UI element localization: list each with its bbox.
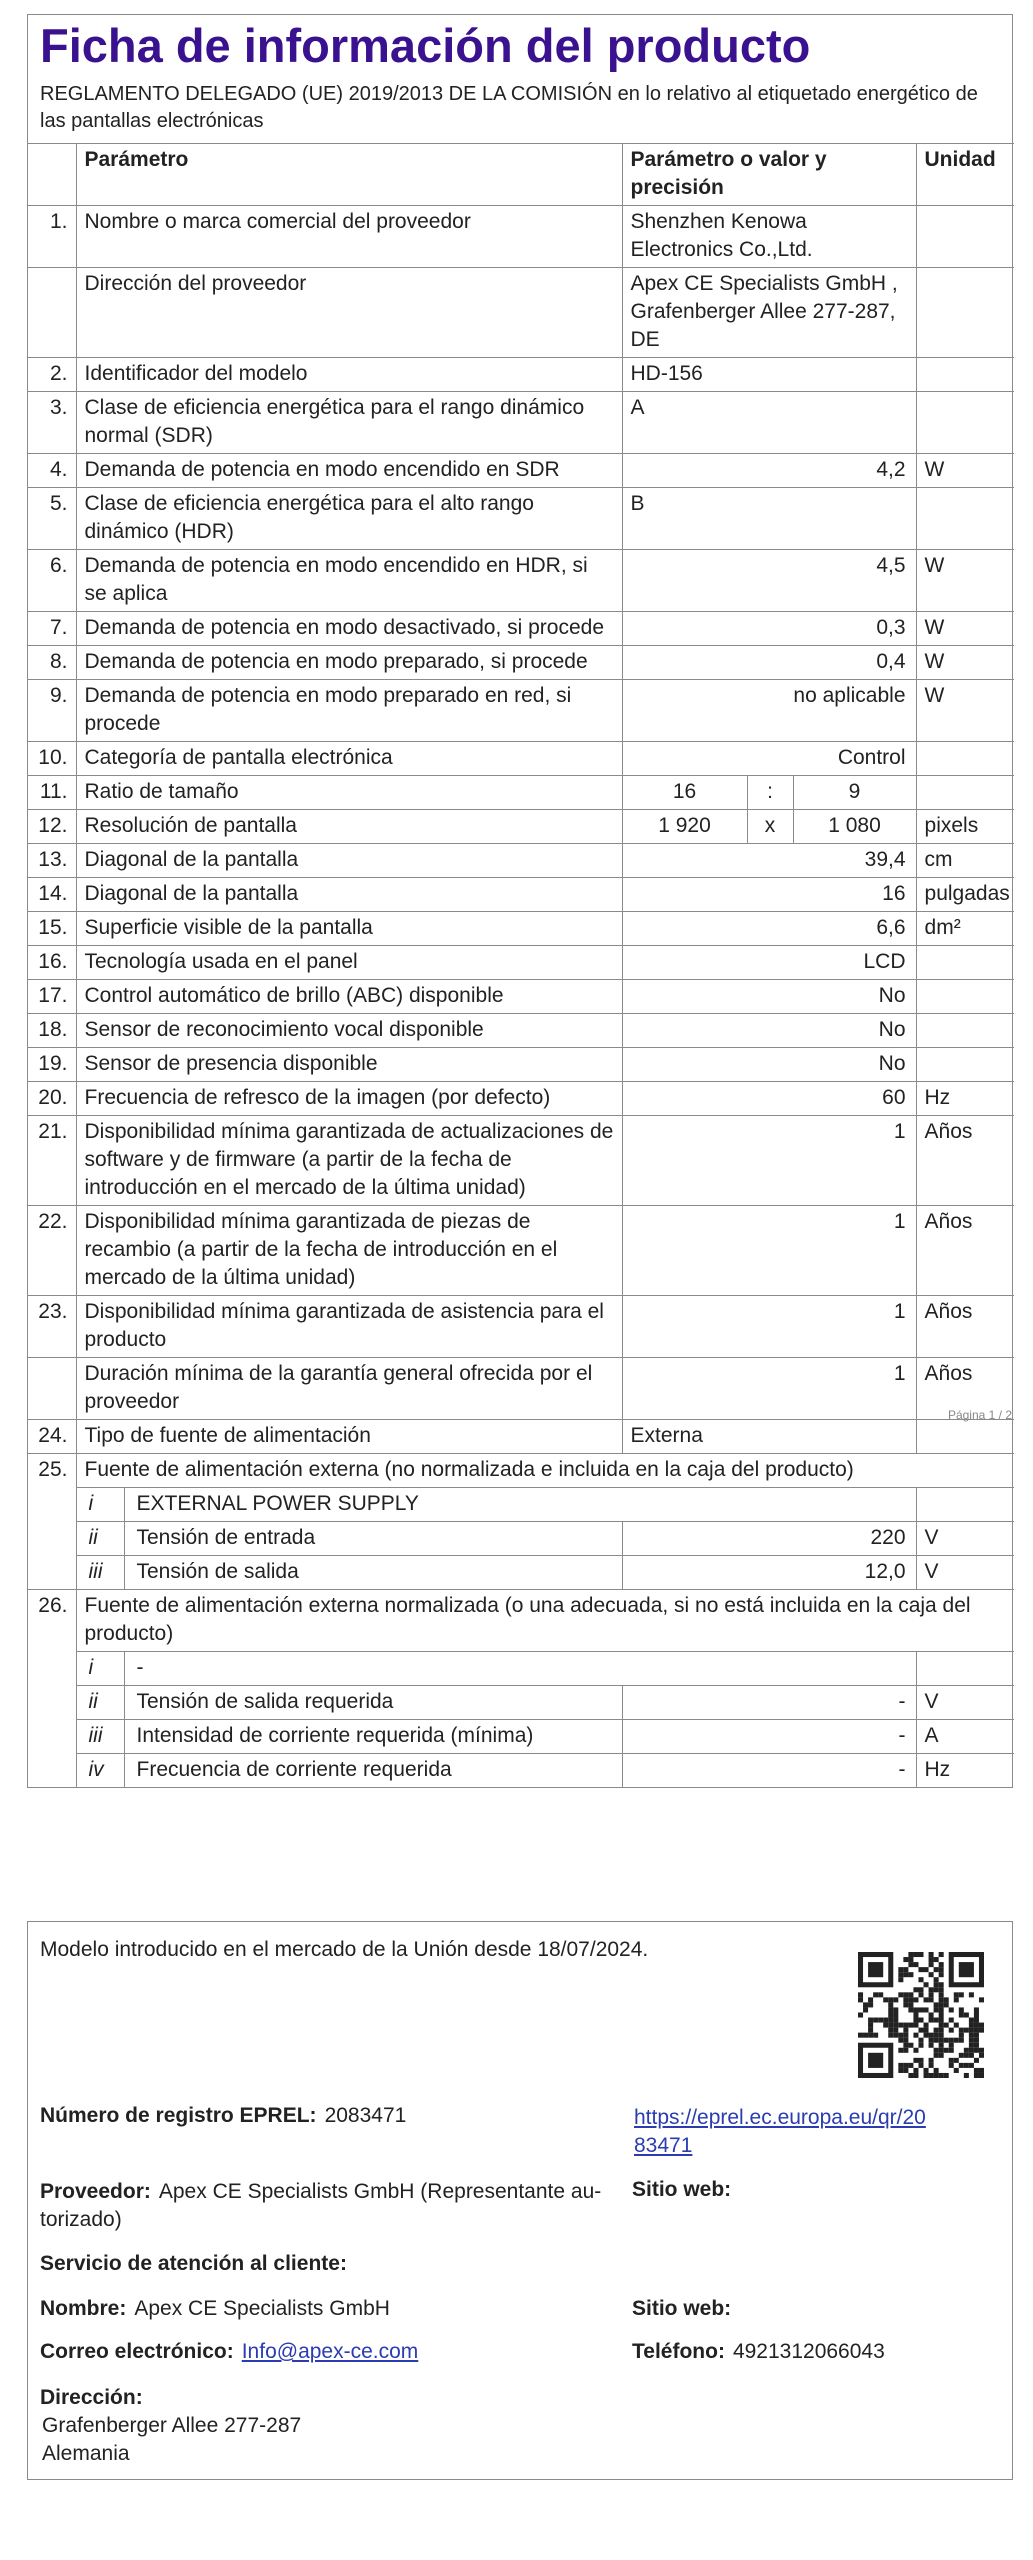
contact-email-link[interactable]: Info@apex-ce.com: [241, 2340, 419, 2363]
contact-website-label: Sitio web:: [632, 2297, 732, 2320]
psu-item-unit: [916, 1488, 1014, 1522]
table-row: [28, 1296, 1014, 1358]
row-parameter: Sensor de presencia disponible: [76, 1048, 622, 1082]
table-row: [28, 980, 1014, 1014]
row-value: 0,4: [622, 646, 916, 680]
psu-item-index: iv: [77, 1754, 125, 1787]
psu-item-value: -: [622, 1720, 916, 1754]
table-row: [28, 454, 1014, 488]
psu-item-unit: V: [916, 1686, 1014, 1720]
psu-item-unit: V: [916, 1522, 1014, 1556]
eprel-label: Número de registro EPREL:: [40, 2104, 317, 2127]
table-row: [28, 810, 1014, 844]
row-number: 20.: [28, 1082, 76, 1116]
row-unit: W: [916, 454, 1014, 488]
row-value: A: [622, 392, 916, 454]
row-value: 0,3: [622, 612, 916, 646]
psu-item-row: [28, 1686, 1014, 1720]
eprel-value: 2083471: [324, 2104, 407, 2127]
psu25-title: Fuente de alimentación externa (no normalizada e incluida en la caja del producto): [76, 1454, 1014, 1488]
table-row: [28, 1048, 1014, 1082]
header-num: [28, 144, 76, 206]
row-number: 14.: [28, 878, 76, 912]
psu26-title-row: [28, 1590, 1014, 1652]
row-value: Control: [622, 742, 916, 776]
row-number: 3.: [28, 392, 76, 454]
table-row: [28, 392, 1014, 454]
row-parameter: Dirección del proveedor: [76, 268, 622, 358]
row-value: Externa: [622, 1420, 916, 1454]
psu-item-row: [28, 1720, 1014, 1754]
psu-item-value: 220: [622, 1522, 916, 1556]
contact-phone: [632, 2340, 885, 2364]
row-parameter: Demanda de potencia en modo encendido en SDR: [76, 454, 622, 488]
eprel-link-line2[interactable]: 83471: [634, 2134, 693, 2157]
row-number: 5.: [28, 488, 76, 550]
regulation-subtitle: REGLAMENTO DELEGADO (UE) 2019/2013 DE LA COMISIÓN en lo relativo al etiquetado energético de las pantallas electrónicas: [40, 83, 978, 132]
psu-item-row: [28, 1556, 1014, 1590]
row-unit: Años Página 1 / 2: [916, 1358, 1014, 1420]
provider-info: [40, 2178, 601, 2234]
contact-name: [40, 2297, 390, 2321]
row-parameter: Diagonal de la pantalla: [76, 878, 622, 912]
row-parameter: Disponibilidad mínima garantizada de piezas de recambio (a partir de la fecha de introducción en el mercado de la última unidad): [76, 1206, 622, 1296]
row-unit: W: [916, 612, 1014, 646]
table-row: [28, 776, 1014, 810]
row-value: 4,2: [622, 454, 916, 488]
row-value: Apex CE Specialists GmbH , Grafenberger Allee 277-287, DE: [622, 268, 916, 358]
row-unit: pixels: [916, 810, 1014, 844]
table-header-row: [28, 144, 1014, 206]
row-parameter: Demanda de potencia en modo preparado en red, si procede: [76, 680, 622, 742]
psu-item-cell: [76, 1522, 622, 1556]
psu-empty-cell: [28, 1556, 76, 1590]
row-value-separator: :: [747, 776, 793, 810]
psu-item-index: i: [77, 1488, 125, 1521]
row-parameter: Identificador del modelo: [76, 358, 622, 392]
row-number: 22.: [28, 1206, 76, 1296]
row-value: No: [622, 1014, 916, 1048]
row-value: 1: [622, 1116, 916, 1206]
psu-item-unit: A: [916, 1720, 1014, 1754]
contact-phone-value: 4921312066043: [732, 2340, 885, 2363]
row-number: 12.: [28, 810, 76, 844]
row-parameter: Superficie visible de la pantalla: [76, 912, 622, 946]
row-parameter: Clase de eficiencia energética para el rango dinámico normal (SDR): [76, 392, 622, 454]
psu-empty-cell: [28, 1754, 76, 1788]
row-parameter: Resolución de pantalla: [76, 810, 622, 844]
market-date-text: Modelo introducido en el mercado de la Unión desde 18/07/2024.: [40, 1938, 649, 1961]
table-row: [28, 742, 1014, 776]
psu-item-value: -: [622, 1754, 916, 1788]
psu-item-label: Tensión de entrada: [136, 1526, 316, 1549]
row-parameter: Categoría de pantalla electrónica: [76, 742, 622, 776]
table-row: [28, 1420, 1014, 1454]
provider-website: [632, 2178, 739, 2202]
provider-value-2: torizado): [40, 2208, 122, 2231]
customer-service-heading: [40, 2252, 355, 2276]
eprel-number: [40, 2104, 406, 2128]
psu-item-label: Tensión de salida: [136, 1560, 299, 1583]
footer-info-box: [27, 1921, 1013, 2480]
contact-address-line2: Alemania: [42, 2442, 130, 2465]
psu-item-value: 12,0: [622, 1556, 916, 1590]
table-row: [28, 550, 1014, 612]
eprel-link-line1[interactable]: https://eprel.ec.europa.eu/qr/20: [634, 2106, 926, 2129]
row-number: 11.: [28, 776, 76, 810]
table-row: [28, 488, 1014, 550]
row-number: [28, 268, 76, 358]
table-row: [28, 358, 1014, 392]
psu-item-cell: [76, 1754, 622, 1788]
eprel-link[interactable]: [634, 2104, 926, 2160]
row-parameter: Frecuencia de refresco de la imagen (por defecto): [76, 1082, 622, 1116]
row-unit: W: [916, 550, 1014, 612]
provider-website-label: Sitio web:: [632, 2178, 732, 2201]
psu-item-cell: [76, 1720, 622, 1754]
row-unit: W: [916, 680, 1014, 742]
psu-item-index: iii: [77, 1720, 125, 1753]
psu-item-cell: [76, 1488, 916, 1522]
row-unit: [916, 742, 1014, 776]
row-parameter: Clase de eficiencia energética para el alto rango dinámico (HDR): [76, 488, 622, 550]
customer-service-label: Servicio de atención al cliente:: [40, 2252, 347, 2275]
psu-item-cell: [76, 1556, 622, 1590]
psu-item-label: Frecuencia de corriente requerida: [136, 1758, 452, 1781]
psu26-title: Fuente de alimentación externa normalizada (o una adecuada, si no está incluida en la caja del producto): [76, 1590, 1014, 1652]
header-value: Parámetro o valor y precisión: [622, 144, 916, 206]
row-unit: [916, 358, 1014, 392]
row-value-2: 1 080: [793, 810, 916, 844]
provider-label: Proveedor:: [40, 2180, 151, 2203]
psu-empty-cell: [28, 1522, 76, 1556]
psu-item-label: Tensión de salida requerida: [136, 1690, 394, 1713]
row-unit: [916, 776, 1014, 810]
row-number: 17.: [28, 980, 76, 1014]
row-number: 25.: [28, 1454, 76, 1488]
row-unit: Años: [916, 1116, 1014, 1206]
psu-item-row: [28, 1754, 1014, 1788]
psu-item-label: EXTERNAL POWER SUPPLY: [136, 1492, 419, 1515]
row-number: [28, 1358, 76, 1420]
row-parameter: Ratio de tamaño: [76, 776, 622, 810]
contact-website: [632, 2297, 739, 2321]
psu-item-unit: V: [916, 1556, 1014, 1590]
row-unit: [916, 980, 1014, 1014]
psu-item-row: [28, 1522, 1014, 1556]
row-value: B: [622, 488, 916, 550]
contact-address: [40, 2384, 301, 2468]
contact-address-label: Dirección:: [40, 2386, 143, 2409]
psu-item-label: Intensidad de corriente requerida (mínima): [136, 1724, 534, 1747]
page-number-note: Página 1 / 2: [947, 1408, 1013, 1422]
row-value: 1: [622, 1296, 916, 1358]
row-parameter: Disponibilidad mínima garantizada de actualizaciones de software y de firmware (a partir de la fecha de introducción en el mercado de la última unidad): [76, 1116, 622, 1206]
psu-item-index: iii: [77, 1556, 125, 1589]
row-value: 16: [622, 878, 916, 912]
psu-item-index: ii: [77, 1686, 125, 1719]
row-unit: [916, 488, 1014, 550]
row-value: No: [622, 1048, 916, 1082]
row-number: 26.: [28, 1590, 76, 1652]
psu-item-unit: Hz: [916, 1754, 1014, 1788]
row-number: 1.: [28, 206, 76, 268]
row-number: 8.: [28, 646, 76, 680]
row-number: 18.: [28, 1014, 76, 1048]
psu-empty-cell: [28, 1488, 76, 1522]
row-parameter: Diagonal de la pantalla: [76, 844, 622, 878]
row-value: 6,6: [622, 912, 916, 946]
row-unit: [916, 268, 1014, 358]
row-value-2: 9: [793, 776, 916, 810]
row-value: No: [622, 980, 916, 1014]
row-value: 1: [622, 1206, 916, 1296]
table-row: [28, 1082, 1014, 1116]
row-number: 4.: [28, 454, 76, 488]
contact-name-value: Apex CE Specialists GmbH: [134, 2297, 390, 2320]
row-value: 4,5: [622, 550, 916, 612]
page-title: Ficha de información del producto: [40, 19, 811, 72]
row-value: no aplicable: [622, 680, 916, 742]
contact-email-label: Correo electrónico:: [40, 2340, 234, 2363]
row-value-separator: x: [747, 810, 793, 844]
row-unit: Años: [916, 1206, 1014, 1296]
psu-item-label: -: [136, 1656, 144, 1679]
row-parameter: Control automático de brillo (ABC) disponible: [76, 980, 622, 1014]
table-row: [28, 206, 1014, 268]
contact-email: [40, 2340, 418, 2364]
row-value: LCD: [622, 946, 916, 980]
row-number: 19.: [28, 1048, 76, 1082]
table-row: [28, 1206, 1014, 1296]
row-value-1: 1 920: [622, 810, 747, 844]
psu-item-row: [28, 1652, 1014, 1686]
psu-item-index: ii: [77, 1522, 125, 1555]
row-unit: dm²: [916, 912, 1014, 946]
row-unit: [916, 1048, 1014, 1082]
row-number: 24.: [28, 1420, 76, 1454]
row-unit: pulgadas: [916, 878, 1014, 912]
table-row: [28, 1358, 1014, 1420]
row-number: 21.: [28, 1116, 76, 1206]
contact-phone-label: Teléfono:: [632, 2340, 725, 2363]
row-number: 7.: [28, 612, 76, 646]
row-number: 2.: [28, 358, 76, 392]
row-number: 16.: [28, 946, 76, 980]
row-unit: [916, 946, 1014, 980]
row-number: 6.: [28, 550, 76, 612]
table-row: [28, 612, 1014, 646]
psu-item-cell: [76, 1686, 622, 1720]
row-parameter: Disponibilidad mínima garantizada de asistencia para el producto: [76, 1296, 622, 1358]
contact-address-line1: Grafenberger Allee 277-287: [42, 2414, 302, 2437]
row-unit: Hz: [916, 1082, 1014, 1116]
psu25-title-row: [28, 1454, 1014, 1488]
table-row: [28, 946, 1014, 980]
psu-empty-cell: [28, 1652, 76, 1686]
header-parameter: Parámetro: [76, 144, 622, 206]
row-parameter: Sensor de reconocimiento vocal disponible: [76, 1014, 622, 1048]
row-value: HD-156: [622, 358, 916, 392]
psu-item-unit: [916, 1652, 1014, 1686]
psu-empty-cell: [28, 1720, 76, 1754]
row-unit: Años: [916, 1296, 1014, 1358]
row-parameter: Duración mínima de la garantía general ofrecida por el proveedor: [76, 1358, 622, 1420]
header-unit: Unidad: [916, 144, 1014, 206]
row-number: 10.: [28, 742, 76, 776]
row-parameter: Tecnología usada en el panel: [76, 946, 622, 980]
provider-value-1: Apex CE Specialists GmbH (Representante au-: [158, 2180, 602, 2203]
row-number: 23.: [28, 1296, 76, 1358]
psu-item-index: i: [77, 1652, 125, 1685]
qr-code-icon: [858, 1952, 984, 2078]
psu-item-value: -: [622, 1686, 916, 1720]
table-row: [28, 912, 1014, 946]
parameters-table: [28, 143, 1014, 1787]
table-row: [28, 878, 1014, 912]
row-value: 1: [622, 1358, 916, 1420]
table-row: [28, 268, 1014, 358]
row-parameter: Demanda de potencia en modo encendido en HDR, si se aplica: [76, 550, 622, 612]
row-value: 39,4: [622, 844, 916, 878]
row-unit: W: [916, 646, 1014, 680]
row-value-1: 16: [622, 776, 747, 810]
psu-empty-cell: [28, 1686, 76, 1720]
row-unit: [916, 392, 1014, 454]
row-parameter: Nombre o marca comercial del proveedor: [76, 206, 622, 268]
psu-item-cell: [76, 1652, 916, 1686]
row-value: Shenzhen Kenowa Electronics Co.,Ltd.: [622, 206, 916, 268]
table-row: [28, 680, 1014, 742]
row-number: 9.: [28, 680, 76, 742]
row-unit: cm: [916, 844, 1014, 878]
row-unit: [916, 206, 1014, 268]
psu-item-row: [28, 1488, 1014, 1522]
table-row: [28, 1116, 1014, 1206]
table-row: [28, 844, 1014, 878]
contact-name-label: Nombre:: [40, 2297, 127, 2320]
row-number: 13.: [28, 844, 76, 878]
row-parameter: Tipo de fuente de alimentación: [76, 1420, 622, 1454]
table-row: [28, 646, 1014, 680]
table-row: [28, 1014, 1014, 1048]
row-unit: [916, 1014, 1014, 1048]
row-parameter: Demanda de potencia en modo desactivado, si procede: [76, 612, 622, 646]
row-parameter: Demanda de potencia en modo preparado, si procede: [76, 646, 622, 680]
row-value: 60: [622, 1082, 916, 1116]
row-number: 15.: [28, 912, 76, 946]
product-info-sheet: [27, 14, 1013, 1788]
